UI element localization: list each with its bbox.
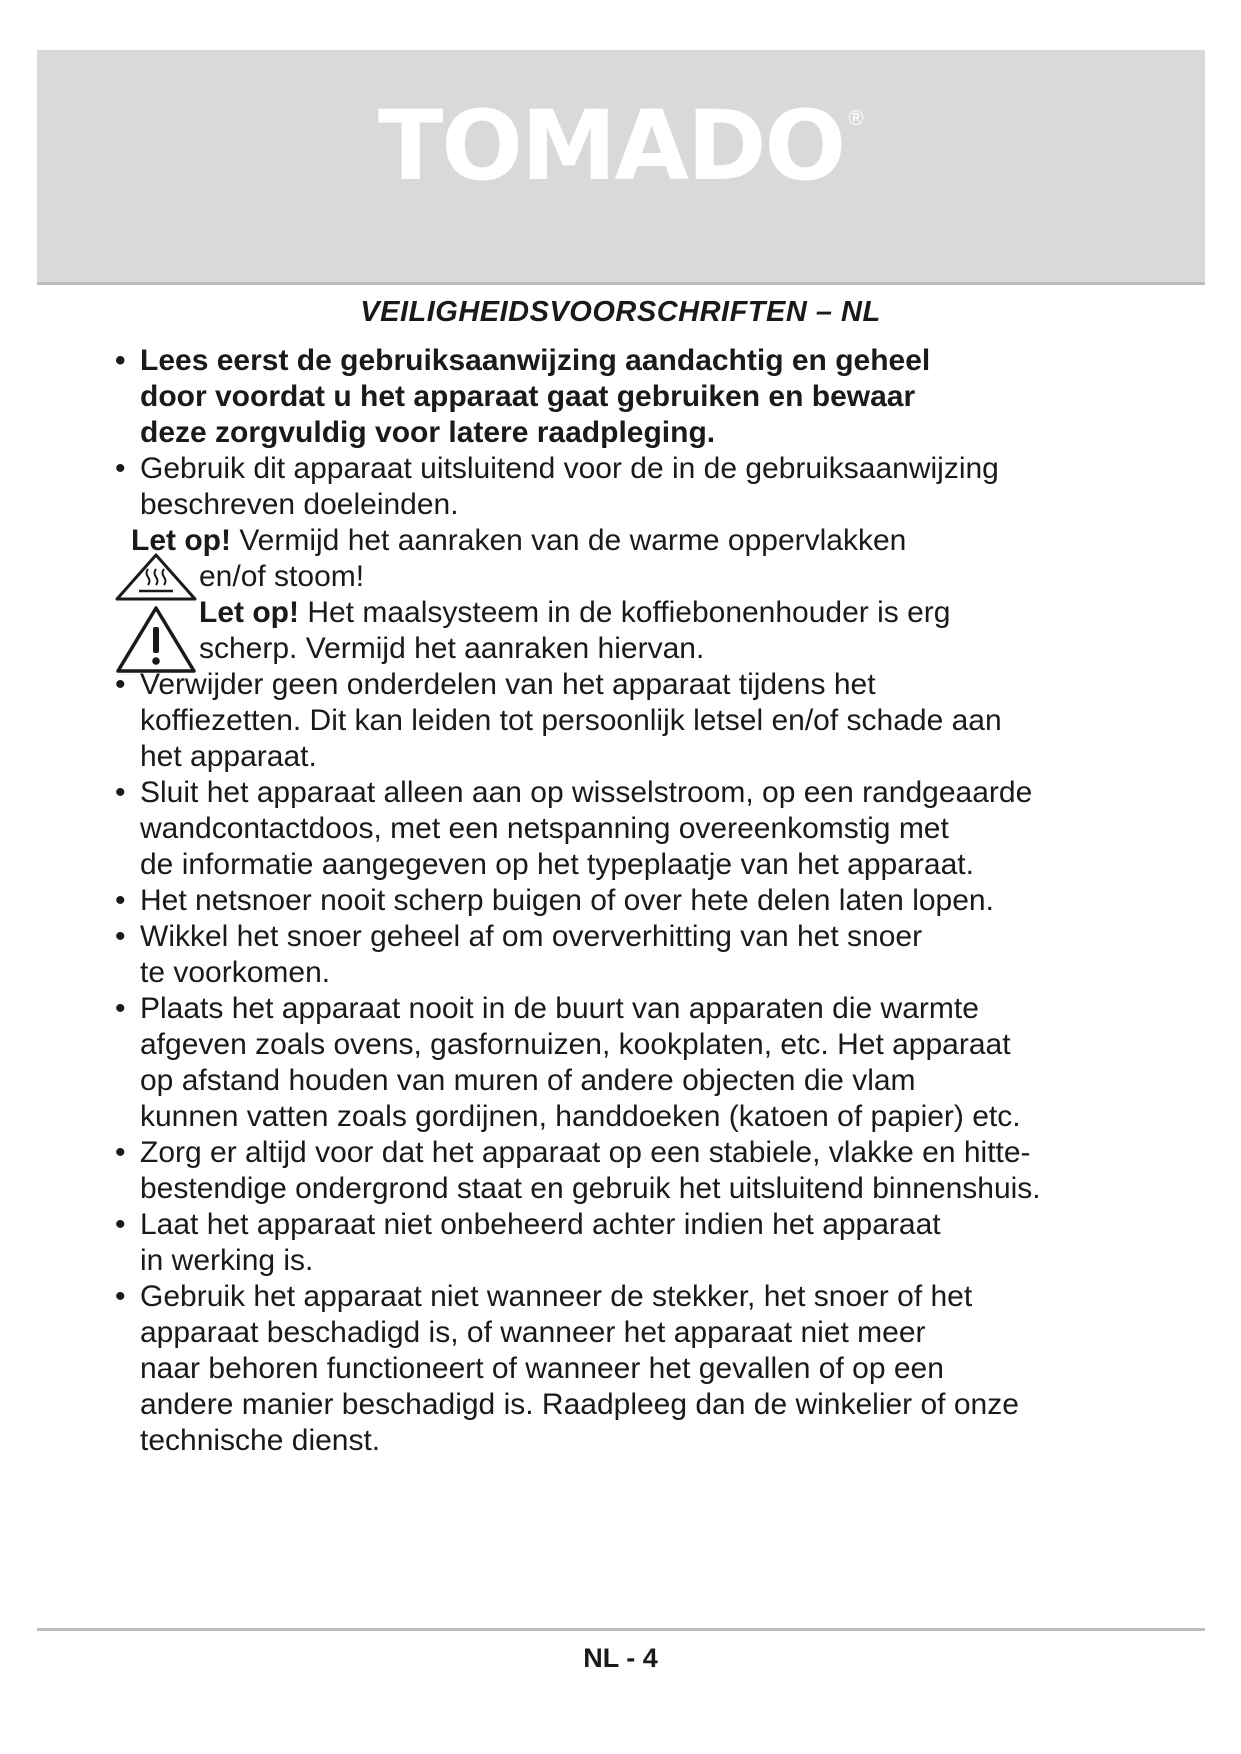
list-item <box>115 1207 1145 1279</box>
list-item-line: kunnen vatten zoals gordijnen, handdoeken (katoen of papier) etc. <box>140 1100 1021 1133</box>
list-item <box>115 1279 1145 1459</box>
header-band <box>37 50 1205 285</box>
page-title: VEILIGHEIDSVOORSCHRIFTEN – NL <box>360 296 881 328</box>
list-item-line: Het netsnoer nooit scherp buigen of over hete delen laten lopen. <box>140 884 994 917</box>
list-item-line: naar behoren functioneert of wanneer het gevallen of op een <box>140 1352 944 1385</box>
list-item <box>115 667 1145 775</box>
warning-triangle-icon <box>115 605 197 675</box>
list-item-line: Gebruik dit apparaat uitsluitend voor de in de gebruiksaanwijzing <box>140 452 999 485</box>
bullet-icon: • <box>115 452 126 485</box>
list-item-line: Gebruik het apparaat niet wanneer de stekker, het snoer of het <box>140 1280 973 1313</box>
list-item-line: Sluit het apparaat alleen aan op wisselstroom, op een randgeaarde <box>140 776 1033 809</box>
list-item <box>115 775 1145 883</box>
list-item <box>115 343 1145 451</box>
list-item-line: Plaats het apparaat nooit in de buurt van apparaten die warmte <box>140 992 979 1025</box>
warning-line: scherp. Vermijd het aanraken hiervan. <box>199 632 705 665</box>
page-number: NL - 4 <box>583 1643 658 1673</box>
list-item-line: Zorg er altijd voor dat het apparaat op een stabiele, vlakke en hitte- <box>140 1136 1031 1169</box>
bullet-icon: • <box>115 776 126 809</box>
list-item-line: het apparaat. <box>140 740 317 773</box>
list-item-line: op afstand houden van muren of andere objecten die vlam <box>140 1064 916 1097</box>
list-item-line: Wikkel het snoer geheel af om oververhitting van het snoer <box>140 920 923 953</box>
list-item-line: afgeven zoals ovens, gasfornuizen, kookplaten, etc. Het apparaat <box>140 1028 1011 1061</box>
safety-list <box>115 343 1145 1459</box>
list-item-line: deze zorgvuldig voor latere raadpleging. <box>140 416 716 449</box>
bullet-icon: • <box>115 920 126 953</box>
list-item-line: Lees eerst de gebruiksaanwijzing aandachtig en geheel <box>140 344 931 377</box>
footer-divider <box>37 1628 1205 1631</box>
warning-hot-surface <box>115 523 1145 595</box>
list-item-line: de informatie aangegeven op het typeplaatje van het apparaat. <box>140 848 974 881</box>
list-item-line: wandcontactdoos, met een netspanning overeenkomstig met <box>140 812 949 845</box>
brand-logo: TOMADO ® <box>377 90 865 202</box>
list-item-line: bestendige ondergrond staat en gebruik het uitsluitend binnenshuis. <box>140 1172 1041 1205</box>
list-item <box>115 919 1145 991</box>
warning-sharp <box>115 595 1145 667</box>
bullet-icon: • <box>115 992 126 1025</box>
list-item <box>115 991 1145 1135</box>
list-item-line: apparaat beschadigd is, of wanneer het apparaat niet meer <box>140 1316 926 1349</box>
warning-line: Let op! Vermijd het aanraken van de warme oppervlakken <box>131 524 907 557</box>
bullet-icon: • <box>115 344 126 377</box>
list-item <box>115 1135 1145 1207</box>
list-item-line: beschreven doeleinden. <box>140 488 459 521</box>
warning-line: en/of stoom! <box>199 560 365 593</box>
list-item-line: te voorkomen. <box>140 956 331 989</box>
list-item <box>115 451 1145 523</box>
bullet-icon: • <box>115 1208 126 1241</box>
list-item-line: technische dienst. <box>140 1424 381 1457</box>
list-item-line: andere manier beschadigd is. Raadpleeg dan de winkelier of onze <box>140 1388 1019 1421</box>
list-item-line: in werking is. <box>140 1244 314 1277</box>
list-item-line: door voordat u het apparaat gaat gebruiken en bewaar <box>140 380 916 413</box>
warning-line: Let op! Het maalsysteem in de koffiebonenhouder is erg <box>199 596 951 629</box>
list-item-line: Laat het apparaat niet onbeheerd achter indien het apparaat <box>140 1208 941 1241</box>
bullet-icon: • <box>115 1280 126 1313</box>
list-item-line: koffiezetten. Dit kan leiden tot persoonlijk letsel en/of schade aan <box>140 704 1002 737</box>
list-item <box>115 883 1145 919</box>
bullet-icon: • <box>115 884 126 917</box>
list-item-line: Verwijder geen onderdelen van het apparaat tijdens het <box>140 668 876 701</box>
bullet-icon: • <box>115 668 126 701</box>
bullet-icon: • <box>115 1136 126 1169</box>
